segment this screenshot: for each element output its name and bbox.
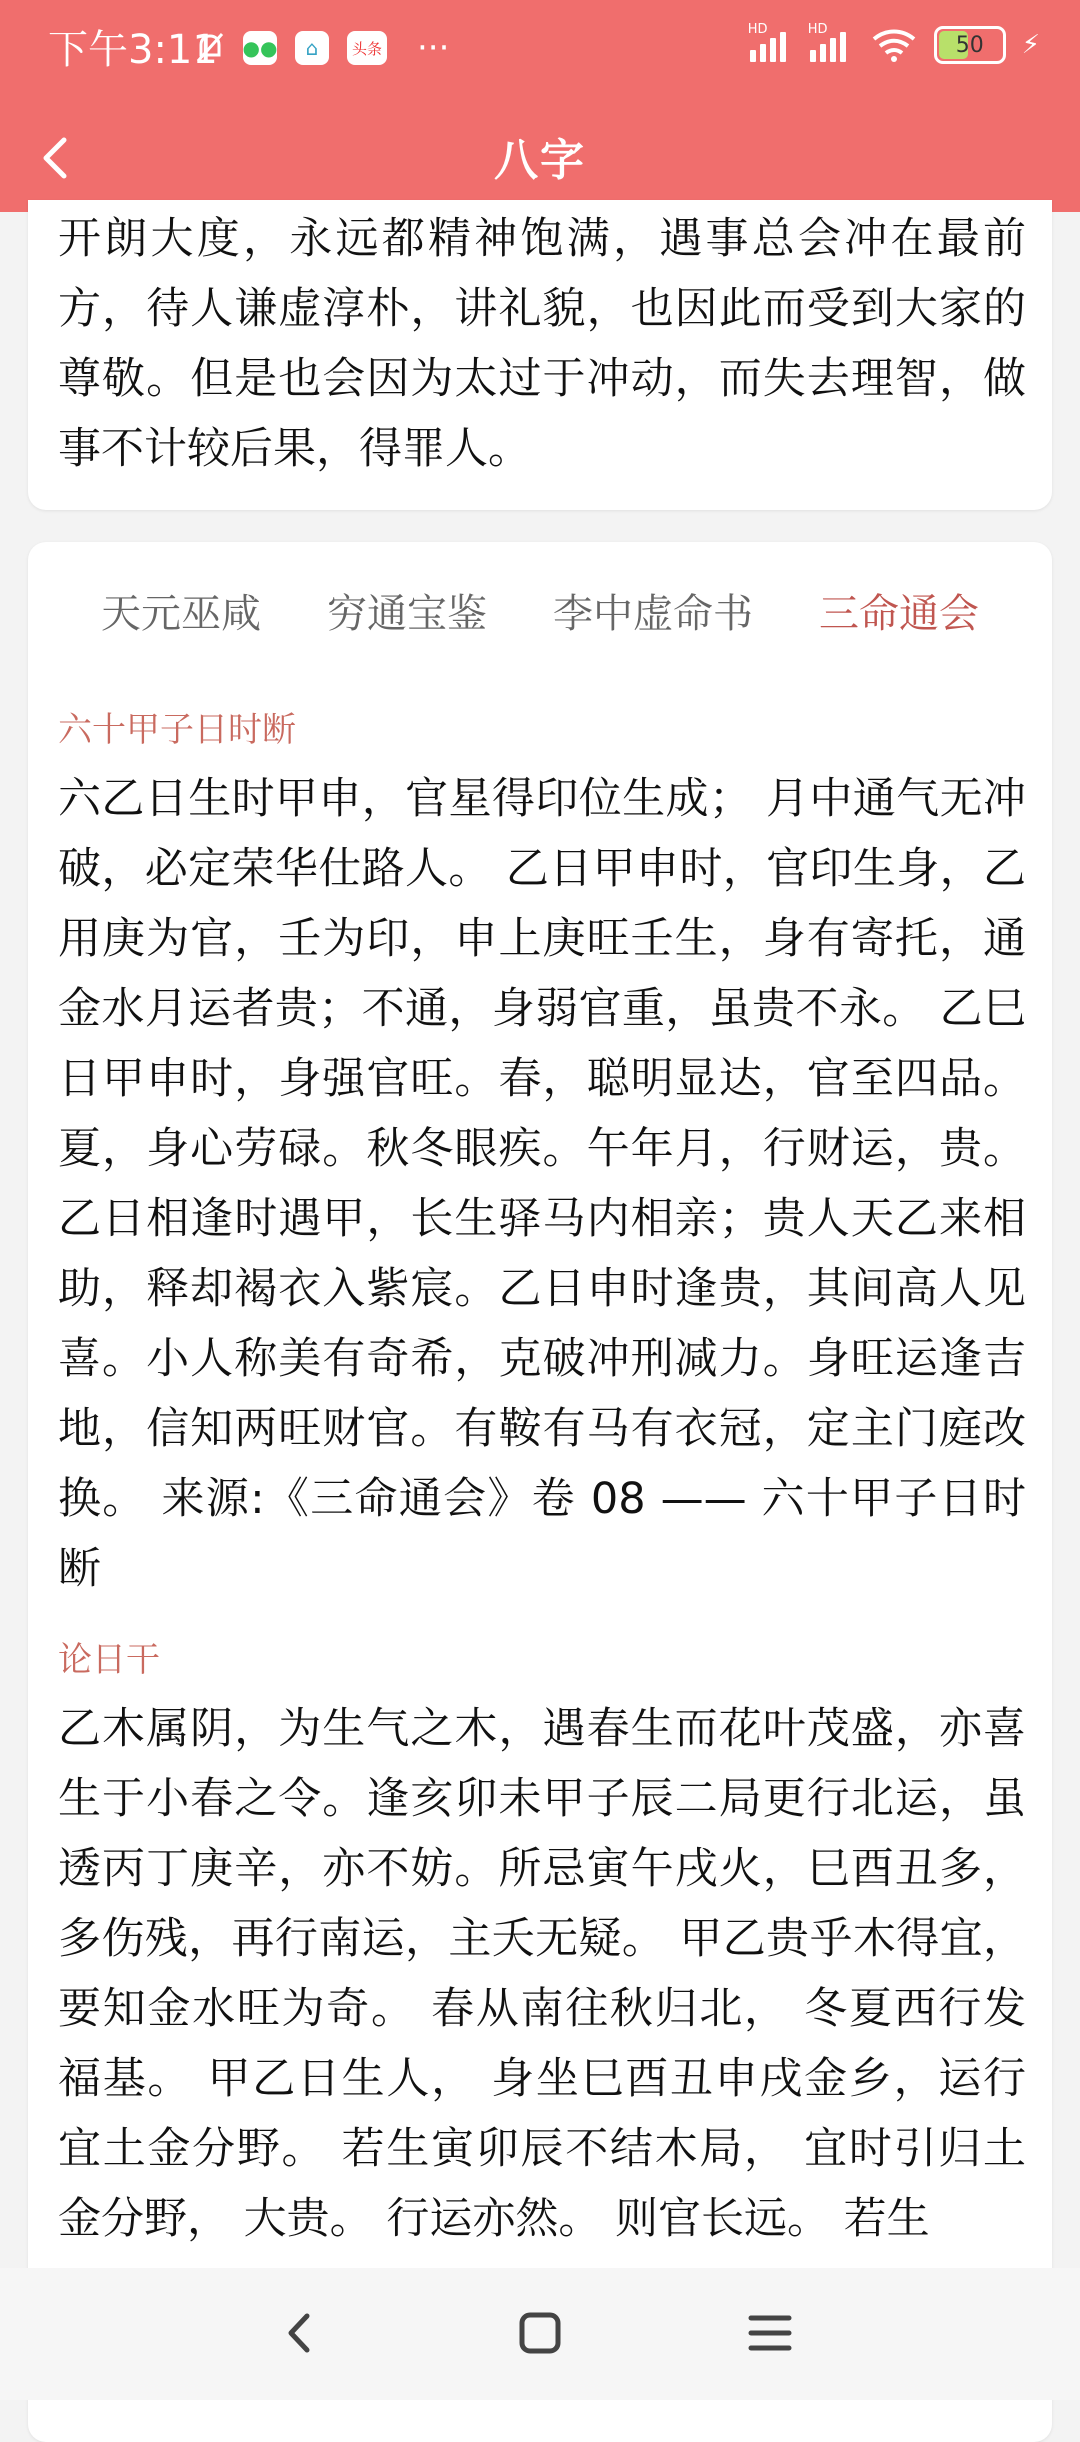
section-title: 论日干 [58, 1640, 160, 1680]
section-title: 六十甲子日时断 [58, 710, 296, 750]
more-notifications-icon: ··· [417, 28, 450, 68]
status-time: 下午3:11 [48, 27, 218, 73]
signal-hd-icon-2: HD [810, 28, 854, 62]
system-status-icons [747, 22, 1040, 64]
app-header [0, 0, 1080, 212]
classics-card [28, 542, 1052, 2442]
tab-tianyuan-wuxian[interactable]: 天元巫咸 [101, 591, 261, 637]
status-bar [0, 0, 1080, 100]
tab-lizhongxu-mingshu[interactable]: 李中虚命书 [553, 591, 753, 637]
nav-back-button[interactable] [265, 2298, 335, 2368]
page-title: 八字 [494, 135, 586, 186]
mute-bell-icon [195, 31, 225, 65]
wechat-icon: ●● [243, 31, 277, 65]
section-body [58, 764, 1026, 1604]
notification-icons [195, 28, 449, 68]
signal-hd-icon: HD [750, 28, 794, 62]
system-nav-bar [0, 2268, 1080, 2400]
section-text: 六乙日生时甲申，官星得印位生成； 月中通气无冲破，必定荣华仕路人。 乙日甲申时，官印生身，乙用庚为官，壬为印，申上庚旺壬生，身有寄托，通金水月运者贵；不通，身弱官重，虽贵不永。 乙巳日甲申时，身强官旺。春，聪明显达，官至四品。夏，身心劳碌。秋冬眼疾。午年月，行财运，贵。 乙日相逢时遇甲，长生驿马内相亲；贵人天乙来相助，释却褐衣入紫宸。乙日申时逢贵，其间高人见喜。小人称美有奇希，克破冲刑减力。身旺运逢吉地，信知两旺财官。有鞍有马有衣冠，定主门庭改换。 来源:《三命通会》卷 08 —— 六十甲子日时断 [58, 774, 1026, 1594]
personality-text: 开朗大度，永远都精神饱满，遇事总会冲在最前方，待人谦虚淳朴，讲礼貌，也因此而受到大家的尊敬。但是也会因为太过于冲动，而失去理智，做事不计较后果，得罪人。 [58, 214, 1026, 474]
battery-icon [934, 26, 1006, 64]
tab-qiongtong-baojian[interactable]: 穷通宝鉴 [327, 591, 487, 637]
charging-icon: ⚡ [1021, 30, 1040, 60]
classics-tabs [28, 572, 1052, 649]
personality-card [28, 200, 1052, 510]
toutiao-icon: 头条 [347, 31, 387, 65]
nav-menu-button[interactable] [735, 2298, 805, 2368]
section-text: 乙木属阴，为生气之木，遇春生而花叶茂盛，亦喜生于小春之令。逢亥卯未甲子辰二局更行北运，虽透丙丁庚辛，亦不妨。所忌寅午戌火，巳酉丑多，多伤残，再行南运，主夭无疑。 甲乙贵乎木得宜， 要知金水旺为奇。 春从南往秋归北， 冬夏西行发福基。 甲乙日生人， 身坐巳酉丑申戌金乡，运行宜土金分野。 若生寅卯辰不结木局， 宜时引归土金分野， 大贵。 行运亦然。 则官长远。 若生 [58, 1704, 1026, 2244]
back-button[interactable] [28, 128, 88, 188]
nav-home-button[interactable] [505, 2298, 575, 2368]
section-body [58, 1694, 1026, 2254]
tab-sanming-tonghui[interactable]: 三命通会 [819, 591, 979, 637]
home-app-icon: ⌂ [295, 31, 329, 65]
wifi-icon [870, 27, 918, 63]
battery-level: 50 [955, 32, 984, 58]
